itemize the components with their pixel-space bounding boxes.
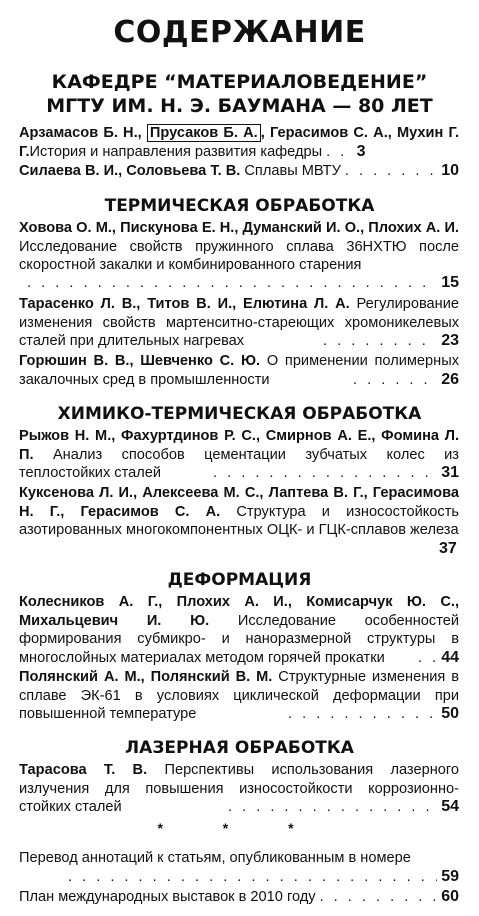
leader-dots [68,868,437,887]
toc-entry[interactable] [19,888,459,907]
section-separator: * * * [157,820,322,836]
toc-entry[interactable] [19,484,459,559]
entry-authors: Полянский А. М., Полянский В. М. [19,669,273,685]
entry-page: 23 [441,332,459,349]
leader-dots [288,705,437,724]
section-heading-line-1: КАФЕДРЕ “МАТЕРИАЛОВЕДЕНИЕ” [51,71,428,93]
entry-authors: Рыжов Н. М., Фахуртдинов Р. С., Смирнов А. Е., Фомина Л. П. [19,428,459,463]
toc-entry[interactable] [19,761,459,817]
entry-page: 37 [439,540,457,557]
entry-authors: Тарасова Т. В. [19,762,148,778]
entry-title: Структура и износостойкость азотированных многокомпонентных ОЦК- и ГЦК-сплавов железа [19,503,459,538]
leader-dots [320,888,438,907]
leader-dots [228,798,437,817]
entry-page: 10 [441,162,459,179]
entry-title: Исследование свойств пружинного сплава 36НХТЮ после скоростной закалки и комбинированного старения [19,238,459,273]
entry-page: 54 [441,798,459,815]
leader-dots [326,143,353,162]
section-heading-thermal: ТЕРМИЧЕСКАЯ ОБРАБОТКА [104,196,375,216]
entry-authors: Силаева В. И., Соловьева Т. В. [19,163,241,179]
highlighted-author: Прусаков Б. А. [147,124,261,142]
entry-title: О применении полимерных закалочных сред в промышленности [19,353,459,388]
entry-page: 31 [441,464,459,481]
entry-page: 26 [441,371,459,388]
entry-authors: Тарасенко Л. В., Титов В. И., Елютина Л. А. [19,296,350,312]
toc-entry[interactable] [19,124,459,161]
section-heading-laser: ЛАЗЕРНАЯ ОБРАБОТКА [125,738,354,758]
leader-dots [353,371,437,390]
toc-entry[interactable] [19,352,459,390]
entry-title: Перевод аннотаций к статьям, опубликованным в номере [19,850,411,866]
leader-dots [345,162,437,181]
entry-page: 3 [356,142,366,160]
section-heading-chemical-thermal: ХИМИКО-ТЕРМИЧЕСКАЯ ОБРАБОТКА [57,404,422,424]
toc-entry[interactable] [19,295,459,351]
entry-page: 44 [441,649,459,666]
entry-title: Перспективы использования лазерного излучения для повышения износостойкости коррозионно-стойких сталей [19,762,459,815]
entry-title: Исследование особенностей формирования субмикро- и наноразмерной структуры в многослойных материалах методом горячей прокатки [19,612,459,666]
section-heading-kafedra [0,70,479,118]
page-title: СОДЕРЖАНИЕ [113,15,366,50]
entry-authors: Ховова О. М., Пискунова Е. Н., Думанский И. О., Плохих А. И. [19,220,459,236]
entry-title: План международных выставок в 2010 году [19,889,316,905]
toc-entry[interactable] [19,427,459,483]
entry-page: 15 [441,274,459,291]
entry-authors: Колесников А. Г., Плохих А. И., Комисарчук Ю. С., Михальцевич И. Ю. [19,594,459,629]
section-heading-deformation: ДЕФОРМАЦИЯ [167,570,312,590]
entry-title: Регулирование изменения свойств мартенситно-стареющих хромоникелевых сталей при длительных нагревах [19,296,459,349]
leader-dots [27,274,437,293]
entry-title: Сплавы МВТУ [240,163,341,179]
toc-entry[interactable] [19,219,459,293]
entry-title: Анализ способов цементации зубчатых колес из теплостойких сталей [19,446,459,481]
toc-entry[interactable] [19,593,459,668]
entry-page: 59 [441,868,459,885]
entry-title: История и направления развития кафедры [29,143,323,160]
leader-dots [418,649,437,668]
entry-authors: Куксенова Л. И., Алексеева М. С., Лаптева В. Г., Герасимова Н. Г., Герасимов С. А. [19,485,459,520]
toc-entry[interactable] [19,668,459,724]
entry-title: Структурные изменения в сплаве ЭК-61 в условиях циклической деформации при повышенной температуре [19,669,459,722]
leader-dots [323,332,437,351]
section-heading-line-2: МГТУ ИМ. Н. Э. БАУМАНА — 80 ЛЕТ [46,95,433,117]
entry-page: 60 [441,888,459,905]
entry-authors: Горюшин В. В., Шевченко С. Ю. [19,353,261,369]
entry-page: 50 [441,705,459,722]
toc-entry[interactable] [19,162,459,181]
leader-dots [213,464,437,483]
toc-entry[interactable] [19,849,459,887]
entry-authors: Арзамасов Б. Н., Прусаков Б. А. , Герасимов С. А., Мухин Г. Г. [19,125,459,160]
